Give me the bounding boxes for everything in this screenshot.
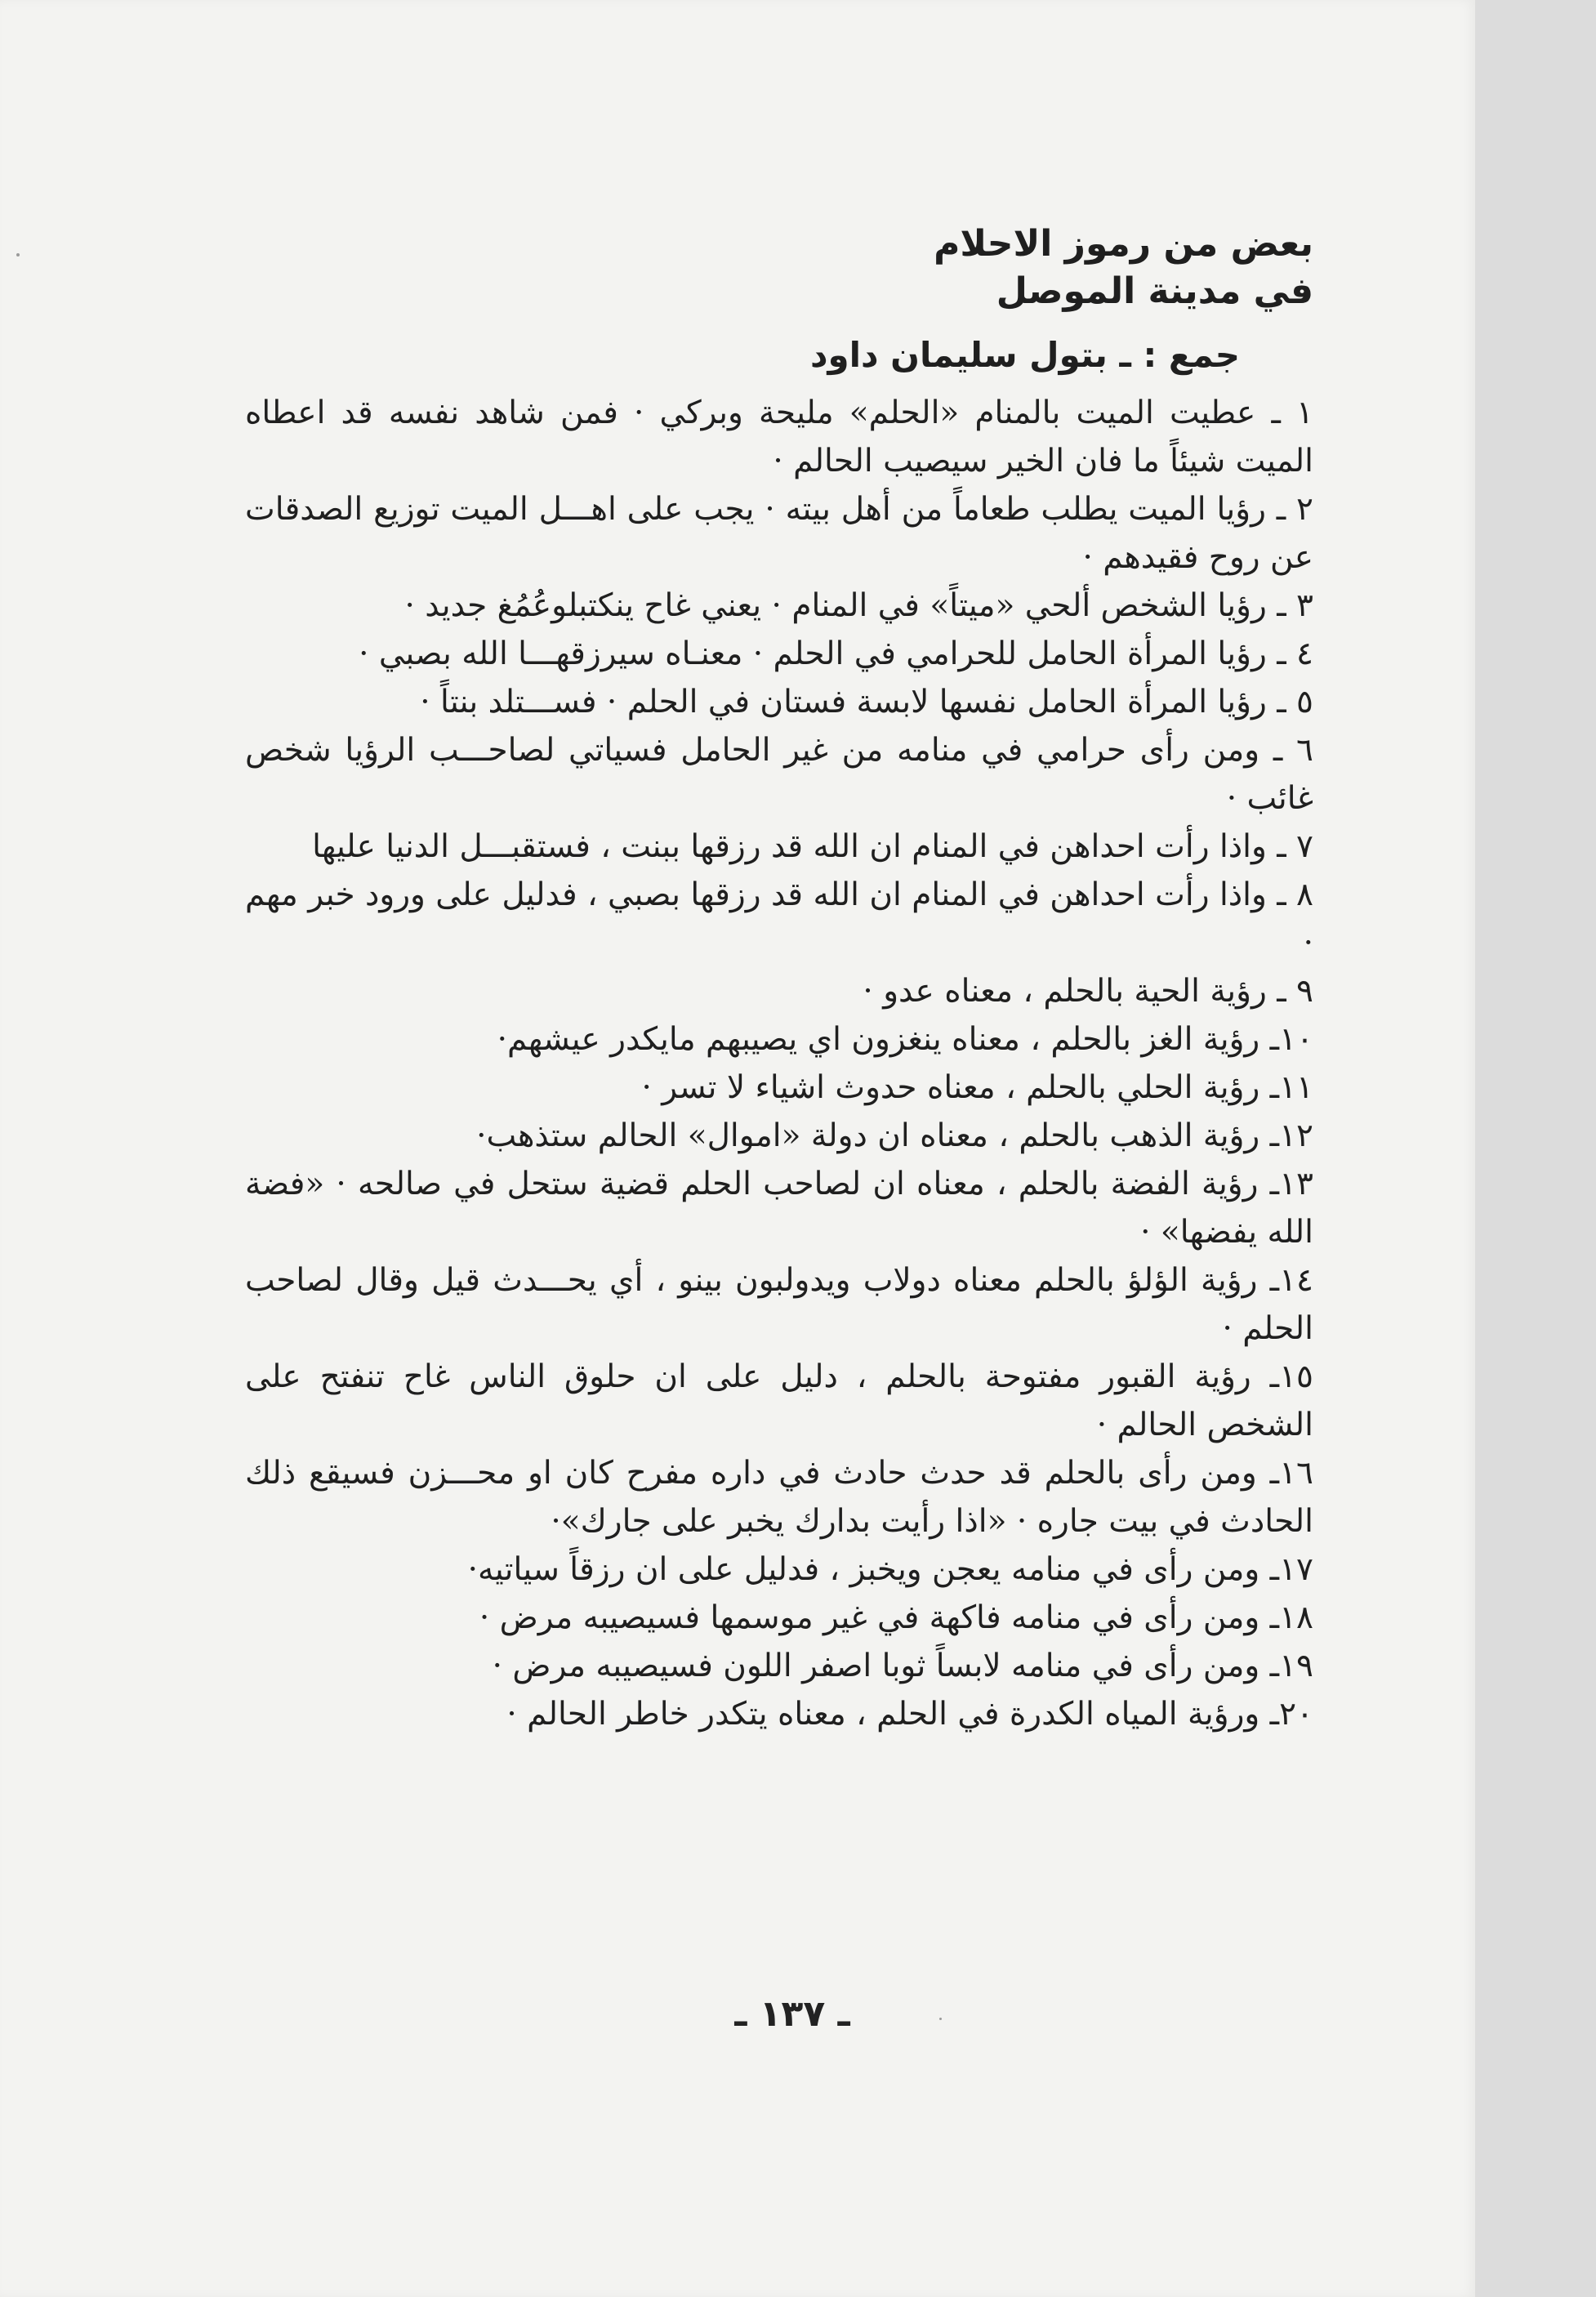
list-item: ١٩ـ ومن رأى في منامه لابساً ثوبا اصفر اللون فسيصيبه مرض · [492,1648,1313,1684]
list-item: ٥ ـ رؤيا المرأة الحامل نفسها لابسة فستان في الحلم · فســـتلد بنتاً · [420,684,1313,720]
list-item: ٧ ـ واذا رأت احداهن في المنام ان الله قد رزقها ببنت ، فستقبـــل الدنيا عليها [312,828,1313,865]
list-item: ٦ ـ ومن رأى حرامي في منامه من غير الحامل فسياتي لصاحـــب الرؤيا شخص غائب · [245,732,1313,817]
list-item: ١٦ـ ومن رأى بالحلم قد حدث حادث في داره مفرح كان او محـــزن فسيقع ذلك الحادث في بيت جاره · «اذا رأيت بدارك يخبر على جارك»· [245,1455,1313,1540]
author-line: جمع : ـ بتول سليمان داود [809,335,1240,375]
scan-speck [16,253,20,256]
list-item: ٨ ـ واذا رأت احداهن في المنام ان الله قد رزقها بصبي ، فدليل على ورود خبر مهم · [244,876,1313,961]
list-item: ١٠ـ رؤية الغز بالحلم ، معناه ينغزون اي يصيبهم مايكدر عيشهم· [497,1021,1313,1058]
title-line-1: بعض من رموز الاحلام [934,223,1313,265]
list-item: ٤ ـ رؤيا المرأة الحامل للحرامي في الحلم · معنـاه سيرزقهـــا الله بصبي · [359,636,1313,672]
scan-speck [939,2018,942,2020]
list-item: ١٧ـ ومن رأى في منامه يعجن ويخبز ، فدليل على ان رزقاً سياتيه· [467,1551,1313,1588]
page-number: ـ ١٣٧ ـ [734,1993,850,2035]
list-item: ٢ ـ رؤيا الميت يطلب طعاماً من أهل بيته · يجب على اهـــل الميت توزيع الصدقات عن روح فقيدهم · [245,491,1313,576]
list-item: ١٥ـ رؤية القبور مفتوحة بالحلم ، دليل على ان حلوق الناس غاح تنفتح على الشخص الحالم · [245,1358,1313,1443]
list-item: ٣ ـ رؤيا الشخص ألحي «ميتاً» في المنام · يعني غاح ينكتبلوعُمُغ جديد · [404,587,1313,624]
document-body [245,221,1313,1738]
list-item: ١٤ـ رؤية الؤلؤ بالحلم معناه دولاب ويدولبون بينو ، أي يحـــدث قيل وقال لصاحب الحلم · [245,1262,1313,1347]
list-item: ١٨ـ ومن رأى في منامه فاكهة في غير موسمها فسيصيبه مرض · [479,1599,1313,1636]
list-item: ١١ـ رؤية الحلي بالحلم ، معناه حدوث اشياء لا تسر · [641,1069,1313,1106]
list-item: ٩ ـ رؤية الحية بالحلم ، معناه عدو · [863,973,1313,1010]
list-item: ٢٠ـ ورؤية المياه الكدرة في الحلم ، معناه يتكدر خاطر الحالم · [506,1696,1313,1733]
list-item: ١ ـ عطيت الميت بالمنام «الحلم» مليحة وبركي · فمن شاهد نفسه قد اعطاه الميت شيئاً ما فان الخير سيصيب الحالم · [245,395,1313,479]
document-title [245,221,1313,315]
list-item: ١٣ـ رؤية الفضة بالحلم ، معناه ان لصاحب الحلم قضية ستحل في صالحه · «فضة الله يفضها» · [245,1166,1313,1251]
scan-margin [1475,0,1596,2297]
title-line-2: في مدينة الموصل [996,270,1313,312]
dream-symbols-list [245,389,1313,1738]
list-item: ١٢ـ رؤية الذهب بالحلم ، معناه ان دولة «اموال» الحالم ستذهب· [476,1117,1313,1154]
